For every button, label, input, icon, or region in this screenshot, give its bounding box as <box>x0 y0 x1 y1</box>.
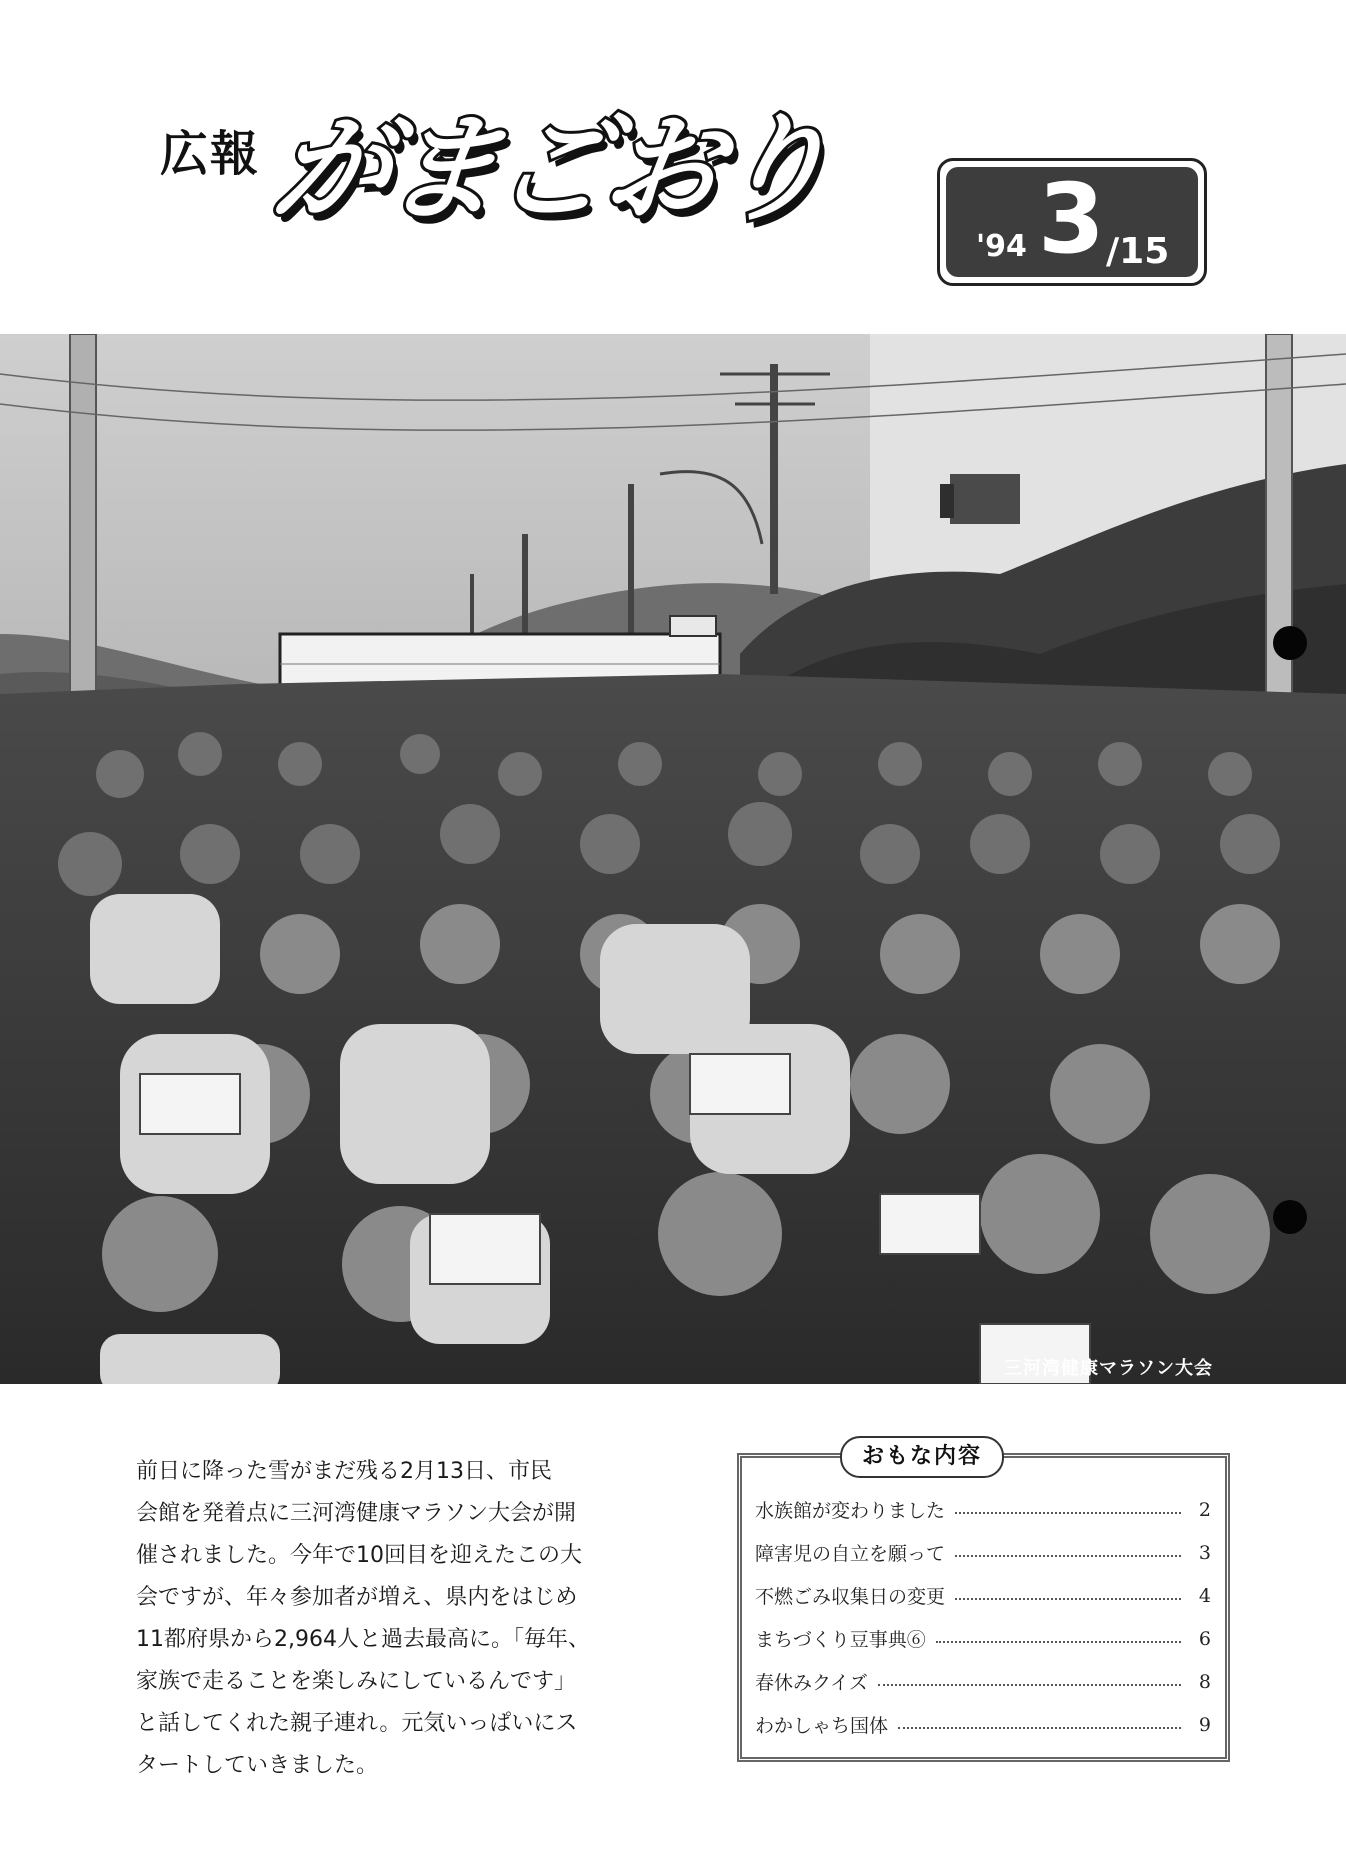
masthead-title: がまごおり <box>265 102 835 237</box>
leader-dots <box>878 1684 1181 1686</box>
issue-day: /15 <box>1106 231 1170 272</box>
article-line: と話してくれた親子連れ。元気いっぱいにス <box>136 1711 578 1736</box>
contents-item[interactable] <box>755 1574 1211 1617</box>
contents-list <box>755 1488 1211 1746</box>
article-line: 会ですが、年々参加者が増え、県内をはじめ <box>136 1585 578 1610</box>
contents-item[interactable] <box>755 1703 1211 1746</box>
contents-item-label: 春休みクイズ <box>755 1672 868 1694</box>
contents-item-page: 8 <box>1198 1670 1211 1693</box>
contents-title: おもな内容 <box>840 1436 1004 1478</box>
leader-dots <box>955 1555 1181 1557</box>
contents-item-label: 水族館が変わりました <box>755 1500 946 1522</box>
contents-item-label: 障害児の自立を願って <box>755 1543 946 1565</box>
article-line: 11都府県から2,964人と過去最高に。「毎年、 <box>136 1627 590 1652</box>
cover-photo-illustration <box>0 334 1346 1384</box>
contents-item-page: 3 <box>1198 1541 1211 1564</box>
article-line: 会館を発着点に三河湾健康マラソン大会が開 <box>136 1501 577 1526</box>
issue-date-panel <box>946 163 1198 277</box>
issue-year: '94 <box>976 229 1027 264</box>
binder-hole-top <box>1273 626 1307 660</box>
masthead-prefix: 広報 <box>160 126 261 182</box>
leader-dots <box>955 1598 1181 1600</box>
leader-dots <box>955 1512 1181 1514</box>
contents-item[interactable] <box>755 1660 1211 1703</box>
contents-item-label: 不燃ごみ収集日の変更 <box>755 1586 946 1608</box>
article-line: 家族で走ることを楽しみにしているんです」 <box>136 1669 577 1694</box>
article-line: タートしていきました。 <box>136 1753 379 1778</box>
photo-caption: 三河湾健康マラソン大会 <box>1004 1358 1213 1379</box>
issue-date-box <box>937 158 1207 286</box>
leader-dots <box>898 1727 1181 1729</box>
contents-item[interactable] <box>755 1531 1211 1574</box>
article-line: 催されました。今年で10回目を迎えたこの大 <box>136 1543 582 1568</box>
leader-dots <box>936 1641 1181 1643</box>
contents-item[interactable] <box>755 1488 1211 1531</box>
article-line: 前日に降った雪がまだ残る2月13日、市民 <box>136 1459 552 1484</box>
contents-item-page: 4 <box>1198 1584 1211 1607</box>
contents-item-label: わかしゃち国体 <box>755 1715 889 1737</box>
contents-item-label: まちづくり豆事典⑥ <box>755 1629 926 1651</box>
contents-item[interactable] <box>755 1617 1211 1660</box>
binder-hole-bottom <box>1273 1200 1307 1234</box>
masthead <box>160 95 835 275</box>
contents-item-page: 6 <box>1198 1627 1211 1650</box>
contents-item-page: 9 <box>1198 1713 1211 1736</box>
issue-month: 3 <box>1038 163 1105 275</box>
cover-photo <box>0 334 1346 1384</box>
article-body <box>136 1451 626 1787</box>
contents-item-page: 2 <box>1198 1498 1211 1521</box>
